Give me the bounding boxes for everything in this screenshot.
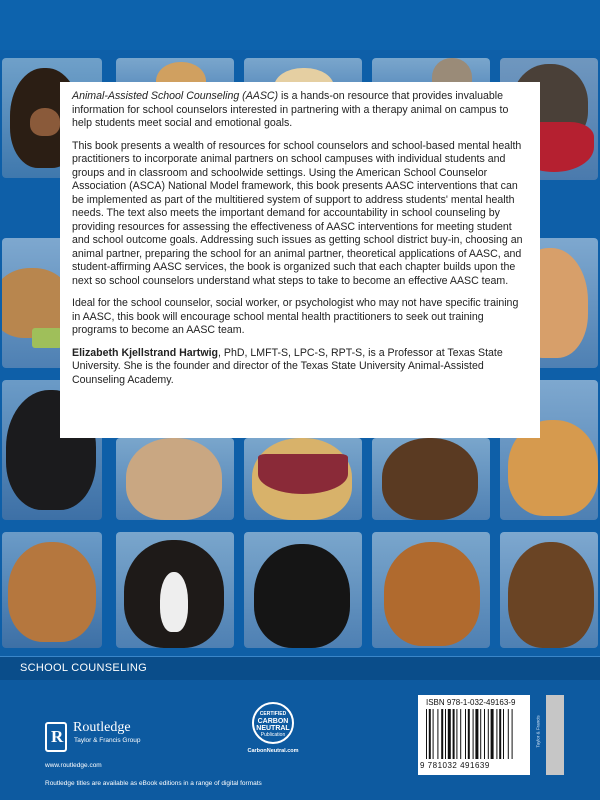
description-panel [60,82,540,438]
publisher-group: Taylor & Francis Group [74,737,141,744]
dog-photo-tile [116,438,234,520]
author-name: Elizabeth Kjellstrand Hartwig [72,346,218,359]
audience-paragraph: Ideal for the school counselor, social worker, or psychologist who may not have specific training in AASC, this book will encourage school mental health practitioners to seek out training programs to become an AASC team. [72,297,519,336]
publisher-url: www.routledge.com [45,762,102,769]
dog-photo-tile [372,532,490,648]
category-bar [0,656,600,681]
carbon-neutral-badge: CERTIFIED CARBON NEUTRAL Publication [248,702,298,762]
isbn-barcode [418,695,546,775]
isbn-digits: 9 781032 491639 [420,761,490,770]
book-title: Animal-Assisted School Counseling (AASC) [72,90,279,102]
dog-photo-tile [372,438,490,520]
top-band [0,0,600,50]
overview-paragraph: This book presents a wealth of resources for school counselors and school-based mental health practitioners to incorporate animal partners on school campuses with individual students and groups and in classroom and schoolwide settings. Using the American School Counselor Association (ASCA) National Model framework, this book presents AASC interventions that can be implemented as part of the multitiered system of support to address students' mental health needs. The text also meets the important demand for accountability in school counseling by providing resources for assessing the effectiveness of AASC interventions for meeting student and school outcome goals. Addressing such issues as getting school district buy-in, choosing an animal partner, preparing the school for an animal partner, theoretical applications of AASC, and student-affirming AASC services, the book is organized such that each chapter builds upon the next so school counselors understand what steps to take to become an effective AASC team. [72,139,523,287]
dog-photo-tile [244,438,362,520]
author-bio: Elizabeth Kjellstrand Hartwig, PhD, LMFT-S, LPC-S, RPT-S, is a Professor at Texas State University. She is the founder and director of the Texas State University Animal-Assisted Counseling Academy. [72,346,503,386]
category-label: SCHOOL COUNSELING [20,662,147,674]
routledge-icon [45,722,67,752]
dog-photo-tile [116,532,234,648]
publisher-side-strip: Taylor & Francis [530,695,546,775]
publisher-name: Routledge [73,720,131,735]
dog-photo-tile [2,532,102,648]
gray-block [546,695,564,775]
publisher-logo [45,718,225,758]
footer [0,680,600,800]
dog-photo-tile [244,532,362,648]
ebook-note: Routledge titles are available as eBook editions in a range of digital formats [45,780,262,787]
dog-photo-tile [500,532,598,648]
isbn-label: ISBN 978-1-032-49163-9 [426,698,516,707]
barcode-icon [426,709,538,759]
intro-paragraph: Animal-Assisted School Counseling (AASC) is a hands-on resource that provides invaluable information for school counselors interested in partnering with a therapy animal on campus to help students meet social and emotional goals. [72,90,509,129]
carbon-neutral-url: CarbonNeutral.com [247,748,299,754]
